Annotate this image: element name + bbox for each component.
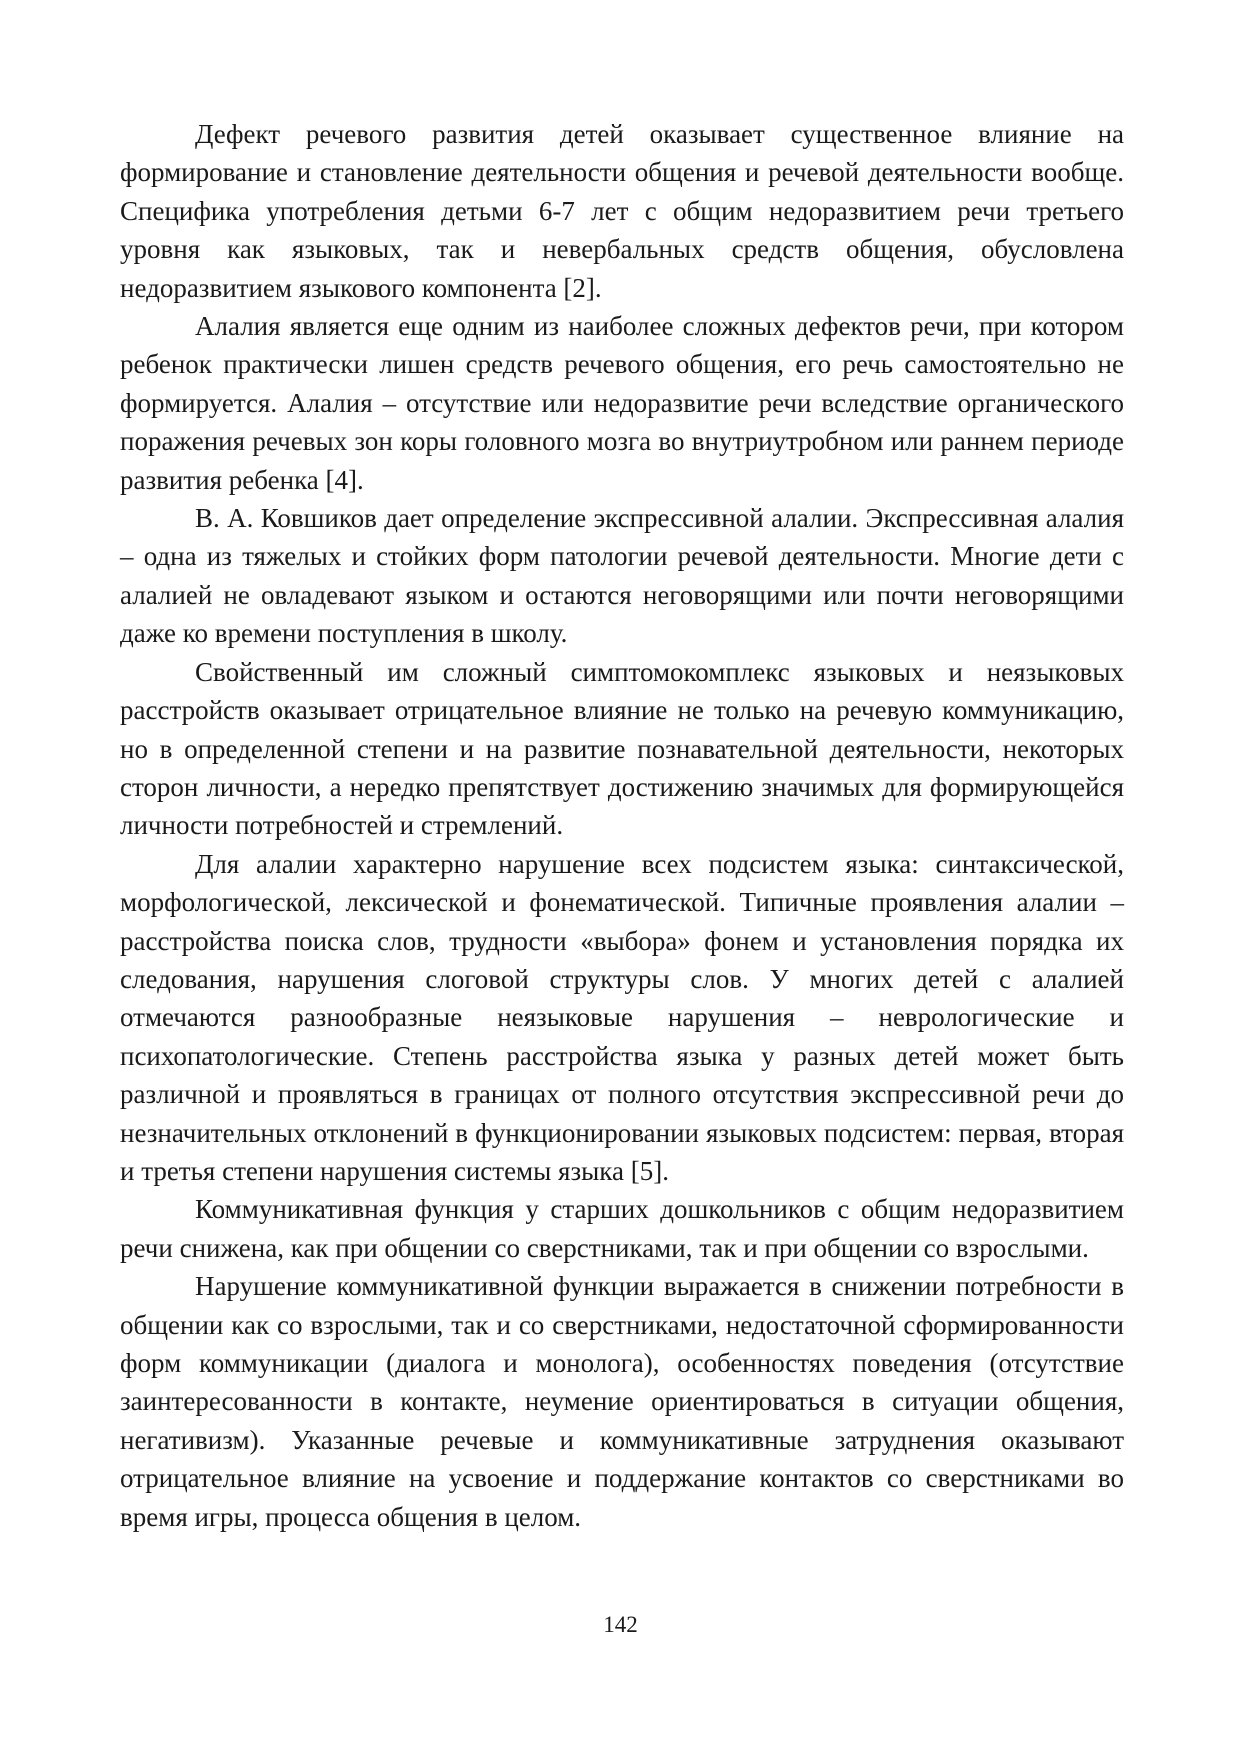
paragraph-speech-defect: Дефект речевого развития детей оказывает существенное влияние на формирование и становление деятельности общения и речевой деятельности вообще. Специфика употребления детьми 6-7 лет с общим недоразвитием речи третьего уровня как языковых, так и невербальных средств общения, обусловлена недоразвитием языкового компонента [2].	[120, 119, 1124, 303]
body-text	[120, 115, 1124, 1536]
paragraph-symptom-complex: Свойственный им сложный симптомокомплекс языковых и неязыковых расстройств оказывает отрицательное влияние не только на речевую коммуникацию, но в определенной степени и на развитие познавательной деятельности, некоторых сторон личности, а нередко препятствует достижению значимых для формирующейся личности потребностей и стремлений.	[120, 656, 1124, 841]
paragraph-language-subsystems: Для алалии характерно нарушение всех подсистем языка: синтаксической, морфологической, лексической и фонематической. Типичные проявления алалии – расстройства поиска слов, трудности «выбора» фонем и установления порядка их следования, нарушения слоговой структуры слов. У многих детей с алалией отмечаются разнообразные неязыковые нарушения – неврологические и психопатологические. Степень расстройства языка у разных детей может быть различной и проявляться в границах от полного отсутствия экспрессивной речи до незначительных отклонений в функционировании языковых подсистем: первая, вторая и третья степени нарушения системы языка [5].	[120, 848, 1124, 1186]
paragraph-expressive-alalia: В. А. Ковшиков дает определение экспрессивной алалии. Экспрессивная алалия – одна из тяжелых и стойких форм патологии речевой деятельности. Многие дети с алалией не овладевают языком и остаются неговорящими или почти неговорящими даже ко времени поступления в школу.	[120, 503, 1124, 649]
page-number: 142	[603, 1612, 638, 1637]
paragraph-communicative-function: Коммуникативная функция у старших дошкольников с общим недоразвитием речи снижена, как при общении со сверстниками, так и при общении со взрослыми.	[120, 1194, 1124, 1263]
paragraph-alalia-definition: Алалия является еще одним из наиболее сложных дефектов речи, при котором ребенок практически лишен средств речевого общения, его речь самостоятельно не формируется. Алалия – отсутствие или недоразвитие речи вследствие органического поражения речевых зон коры головного мозга во внутриутробном или раннем периоде развития ребенка [4].	[120, 311, 1124, 495]
paragraph-communication-disorder: Нарушение коммуникативной функции выражается в снижении потребности в общении как со взрослыми, так и со сверстниками, недостаточной сформированности форм коммуникации (диалога и монолога), особенностях поведения (отсутствие заинтересованности в контакте, неумение ориентироваться в ситуации общения, негативизм). Указанные речевые и коммуникативные затруднения оказывают отрицательное влияние на усвоение и поддержание контактов со сверстниками во время игры, процесса общения в целом.	[120, 1271, 1124, 1532]
